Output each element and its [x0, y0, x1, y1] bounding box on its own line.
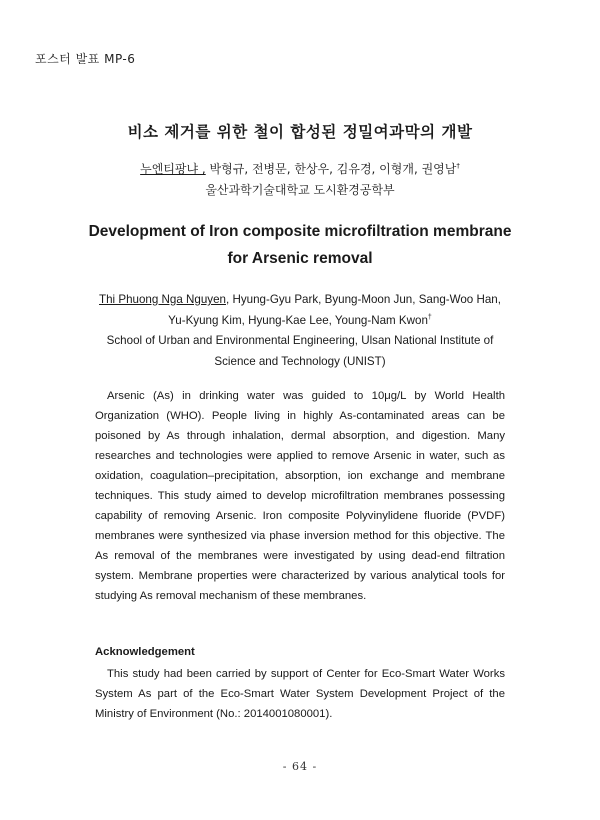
abstract-text: Arsenic (As) in drinking water was guided to 10μg/L by World Health Organization (WHO). People living in highly As-contaminated areas can be poisoned by As through inhalation, dermal absorption, and digestion. Many researches and technologies were applied to remove Arsenic in water, such as oxidation, coagulation–precipitation, absorption, ion exchange and membrane techniques. This study aimed to develop microfiltration membranes possessing capability of removing Arsenic. Iron composite Polyvinylidene fluoride (PVDF) membranes were synthesized via phase inversion method for this objective. The As removal of the membranes were investigated by using dead-end filtration system. Membrane properties were characterized by various analytical tools for studying As removal mechanism of these membranes.: [95, 390, 505, 602]
english-corresponding-mark: †: [427, 313, 432, 321]
korean-affiliation: 울산과학기술대학교 도시환경공학부: [205, 183, 395, 197]
english-title: [0, 218, 600, 272]
session-label: 포스터 발표 MP-6: [35, 52, 136, 66]
korean-authors: [0, 160, 600, 177]
korean-coauthors: 박형규, 전병문, 한상우, 김유경, 이형개, 권영남: [205, 162, 457, 176]
page-number: - 64 -: [282, 760, 318, 773]
english-coauthors: , Hyung-Gyu Park, Byung-Moon Jun, Sang-Woo Han, Yu-Kyung Kim, Hyung-Kae Lee, Young-Nam Kwon: [168, 293, 501, 327]
english-title-line-1: Development of Iron composite microfiltration membrane: [88, 223, 512, 240]
acknowledgement-text: This study had been carried by support of Center for Eco-Smart Water Works System As part of the Eco-Smart Water System Development Project of the Ministry of Environment (No.: 2014001080001).: [95, 668, 505, 720]
english-affiliation: School of Urban and Environmental Engineering, Ulsan National Institute of Science and Technology (UNIST): [106, 334, 494, 368]
korean-corresponding-mark: †: [456, 162, 460, 170]
english-authors: [90, 290, 510, 331]
korean-title: 비소 제거를 위한 철이 합성된 정밀여과막의 개발: [127, 123, 473, 141]
english-title-line-2: for Arsenic removal: [227, 250, 373, 267]
english-presenting-author: Thi Phuong Nga Nguyen: [99, 293, 227, 306]
korean-presenting-author: 누엔티팡냐 ,: [140, 162, 206, 176]
acknowledgement-heading: Acknowledgement: [95, 646, 195, 658]
